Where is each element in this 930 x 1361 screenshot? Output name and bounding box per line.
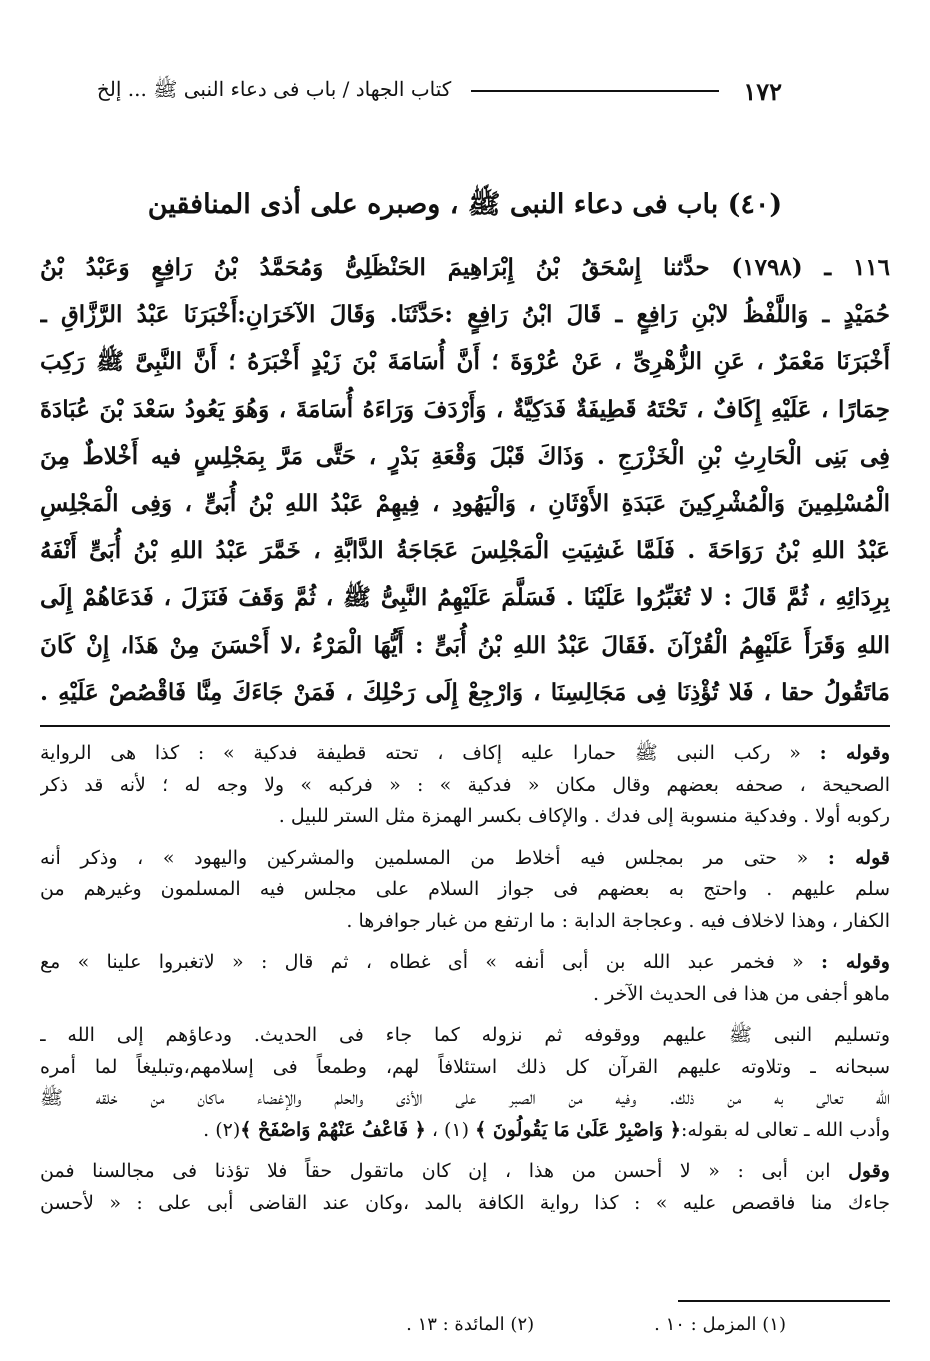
hadith-line: بِرِدَائِهِ ، ثُمَّ قَالَ : لا تُغَبِّرُوا عَلَيْنَا . فَسَلَّمَ عَلَيْهِمُ النَّبِىُّ ﷺ ، ثُمَّ وَقَفَ فَنَزَلَ ، فَدَعَاهُمْ إِلَى <box>40 584 890 612</box>
hadith-line: مَاتَقُولُ حقا ، فَلا تُؤْذِنَا فِى مَجَالِسِنَا ، وَارْجِعْ إِلَى رَحْلِكَ ، فَمَنْ جَاءَكَ مِنَّا فَاقْصُصْ عَلَيْهِ . <box>40 678 890 706</box>
running-title: كتاب الجهاد / باب فى دعاء النبى ﷺ ... إلخ <box>96 76 452 101</box>
note-line: الكفار ، وهذا لاخلاف فيه . وعجاجة الدابة : ما ارتفع من غبار جوافرها . <box>346 909 890 932</box>
header-rule <box>471 90 719 92</box>
note-line: الصحيحة ، صحفه بعضهم وقال مكان « فدكية » : « فركبه » ولا وجه له ؛ لأنه قد ذكر <box>40 773 890 796</box>
note-lead-word: وقوله : <box>819 742 890 764</box>
footnote: (٢) المائدة : ١٣ . <box>406 1314 535 1335</box>
note-line: وتسليم النبى ﷺ عليهم ووقوفه ثم نزوله كما جاء فى الحديث. ودعاؤهم إلى الله ـ <box>40 1024 890 1046</box>
footnote-marker: (٢) . <box>203 1118 241 1141</box>
chapter-title: (٤٠) باب فى دعاء النبى ﷺ ، وصبره على أذى المنافقين <box>147 189 783 220</box>
note-line: الله تعالى به من ذلك. وفيه من الصبر على الأذى والحلم والإغضاء ماكان من خلقه ﷺ <box>40 1087 890 1109</box>
commentary-note <box>40 947 890 1010</box>
note-lead-word: قوله : <box>827 846 890 869</box>
hadith-line: أَخْبَرَنَا مَعْمَرٌ ، عَنِ الزُّهْرِىِّ ، عَنْ عُرْوَةَ ؛ أَنَّ أُسَامَةَ بْنَ زَيْدٍ أَخْبَرَهُ ؛ أَنَّ النَّبِىَّ ﷺ رَكِبَ <box>40 348 890 376</box>
note-line: جاءك منا فاقصص عليه » : كذا رواية الكافة بالمد ،وكان عند القاضى أبى على : « لأحسن <box>40 1191 890 1214</box>
commentary-divider <box>40 725 890 727</box>
hadith-line: فِى بَنِى الْحَارِثِ بْنِ الْخَزْرَجِ . وَذَاكَ قَبْلَ وَقْعَةِ بَدْرٍ ، حَتَّى مَرَّ بِمَجْلِسٍ فيه أَخْلاطٌ مِنَ <box>40 442 890 470</box>
note-line: سبحانه ـ وتلاوته عليهم القرآن كل ذلك استئلافاً لهم، وطمعاً فى إسلامهم،وتبليغاً لما أمره <box>40 1055 890 1078</box>
note-text: « ركب النبى ﷺ حمارا عليه إكاف ، تحته قطيفة فدكية » : كذا هى الرواية <box>40 742 820 764</box>
note-lead-word: وقوله : <box>821 951 890 973</box>
commentary-note <box>40 1020 890 1146</box>
footnote: (١) المزمل : ١٠ . <box>654 1314 786 1335</box>
note-text: « حتى مر بمجلس فيه أخلاط من المسلمين والمشركين واليهود » ، وذكر أنه <box>40 846 828 869</box>
commentary <box>40 738 890 1229</box>
note-text: « فخمر عبد الله بن أبى أنفه » أى غطاه ، ثم قال : « لاتغبروا علينا » مع <box>40 951 822 973</box>
note-line: سلم عليهم . واحتج به بعضهم فى جواز السلام على مجلس فيه المسلمون وغيرهم من <box>40 878 890 900</box>
quran-citation-line <box>40 1115 890 1147</box>
hadith-line: حِمَارًا ، عَلَيْهِ إِكَافٌ ، تَحْتَهُ قَطِيفَةٌ فَدَكِيَّةٌ ، وَأَرْدَفَ وَرَاءَهُ أُسَامَةَ ، وَهُوَ يَعُودُ سَعْدَ بْنَ عُبَادَةَ <box>40 395 890 423</box>
note-line: ركوبه أولا . وفدكية منسوبة إلى فدك . والإكاف بكسر الهمزة مثل الستر للبيل . <box>278 805 890 827</box>
quran-verse: ﴿ فَاعْفُ عَنْهُمْ وَاصْفَحْ ﴾ <box>240 1118 426 1141</box>
footnote-marker: (١) ، <box>425 1118 476 1141</box>
hadith-text <box>40 244 890 716</box>
hadith-line: الْمُسْلِمِينَ وَالْمُشْرِكِينَ عَبَدَةِ الأَوْثَانِ ، وَالْيَهُودِ ، فِيهِمْ عَبْدُ اللهِ بْنُ أُبَىٍّ ، وَفِى الْمَجْلِسِ <box>40 490 890 518</box>
commentary-note <box>40 843 890 938</box>
hadith-line: اللهِ وَقَرَأَ عَلَيْهِمُ الْقُرْآنَ .فَقَالَ عَبْدُ اللهِ بْنُ أُبَىٍّ : أَيُّهَا الْمَرْءُ ،لا أَحْسَنَ مِنْ هَذَا، إِنْ كَانَ <box>40 631 890 659</box>
note-line <box>40 947 890 979</box>
note-line: ماهو أجفى من هذا فى الحديث الآخر . <box>592 982 890 1005</box>
running-header <box>36 74 782 108</box>
quran-verse: ﴿ وَاصْبِرْ عَلَىٰ مَا يَقُولُونَ ﴾ <box>475 1118 681 1141</box>
note-text: ابن أبى : « لا أحسن من هذا ، إن كان ماتقول حقاً فلا تؤذنا فى مجالسنا فمن <box>40 1160 849 1182</box>
hadith-line: عَبْدُ اللهِ بْنُ رَوَاحَةَ . فَلَمَّا غَشِيَتِ الْمَجْلِسَ عَجَاجَةُ الدَّابَّةِ ، خَمَّرَ عَبْدُ اللهِ بْنُ أُبَىٍّ أَنْفَهُ <box>40 537 890 565</box>
commentary-note <box>40 1156 890 1219</box>
page-number: ١٧٢ <box>743 76 782 106</box>
note-line <box>40 738 890 770</box>
footnote-divider <box>678 1300 890 1302</box>
hadith-line: حُمَيْدٍ ـ وَاللَّفْظُ لابْنِ رَافِعٍ ـ قَالَ ابْنُ رَافِعٍ :حَدَّثَنَا. وَقَالَ الآخَرَانِ:أَخْبَرَنَا عَبْدُ الرَّزَّاقِ ـ <box>40 301 890 329</box>
hadith-line: ١١٦ ـ (١٧٩٨) حدَّثنا إِسْحَقُ بْنُ إِبْرَاهِيمَ الحَنْظَلِىُّ وَمُحَمَّدُ بْنُ رَافِعٍ وَعَبْدُ بْنُ <box>40 254 890 281</box>
footnotes <box>406 1310 786 1340</box>
commentary-note <box>40 738 890 833</box>
citation-prefix: وأدب الله ـ تعالى له بقوله: <box>680 1118 890 1141</box>
note-line <box>40 843 890 875</box>
note-line <box>40 1156 890 1188</box>
note-lead-word: وقول <box>848 1160 890 1182</box>
